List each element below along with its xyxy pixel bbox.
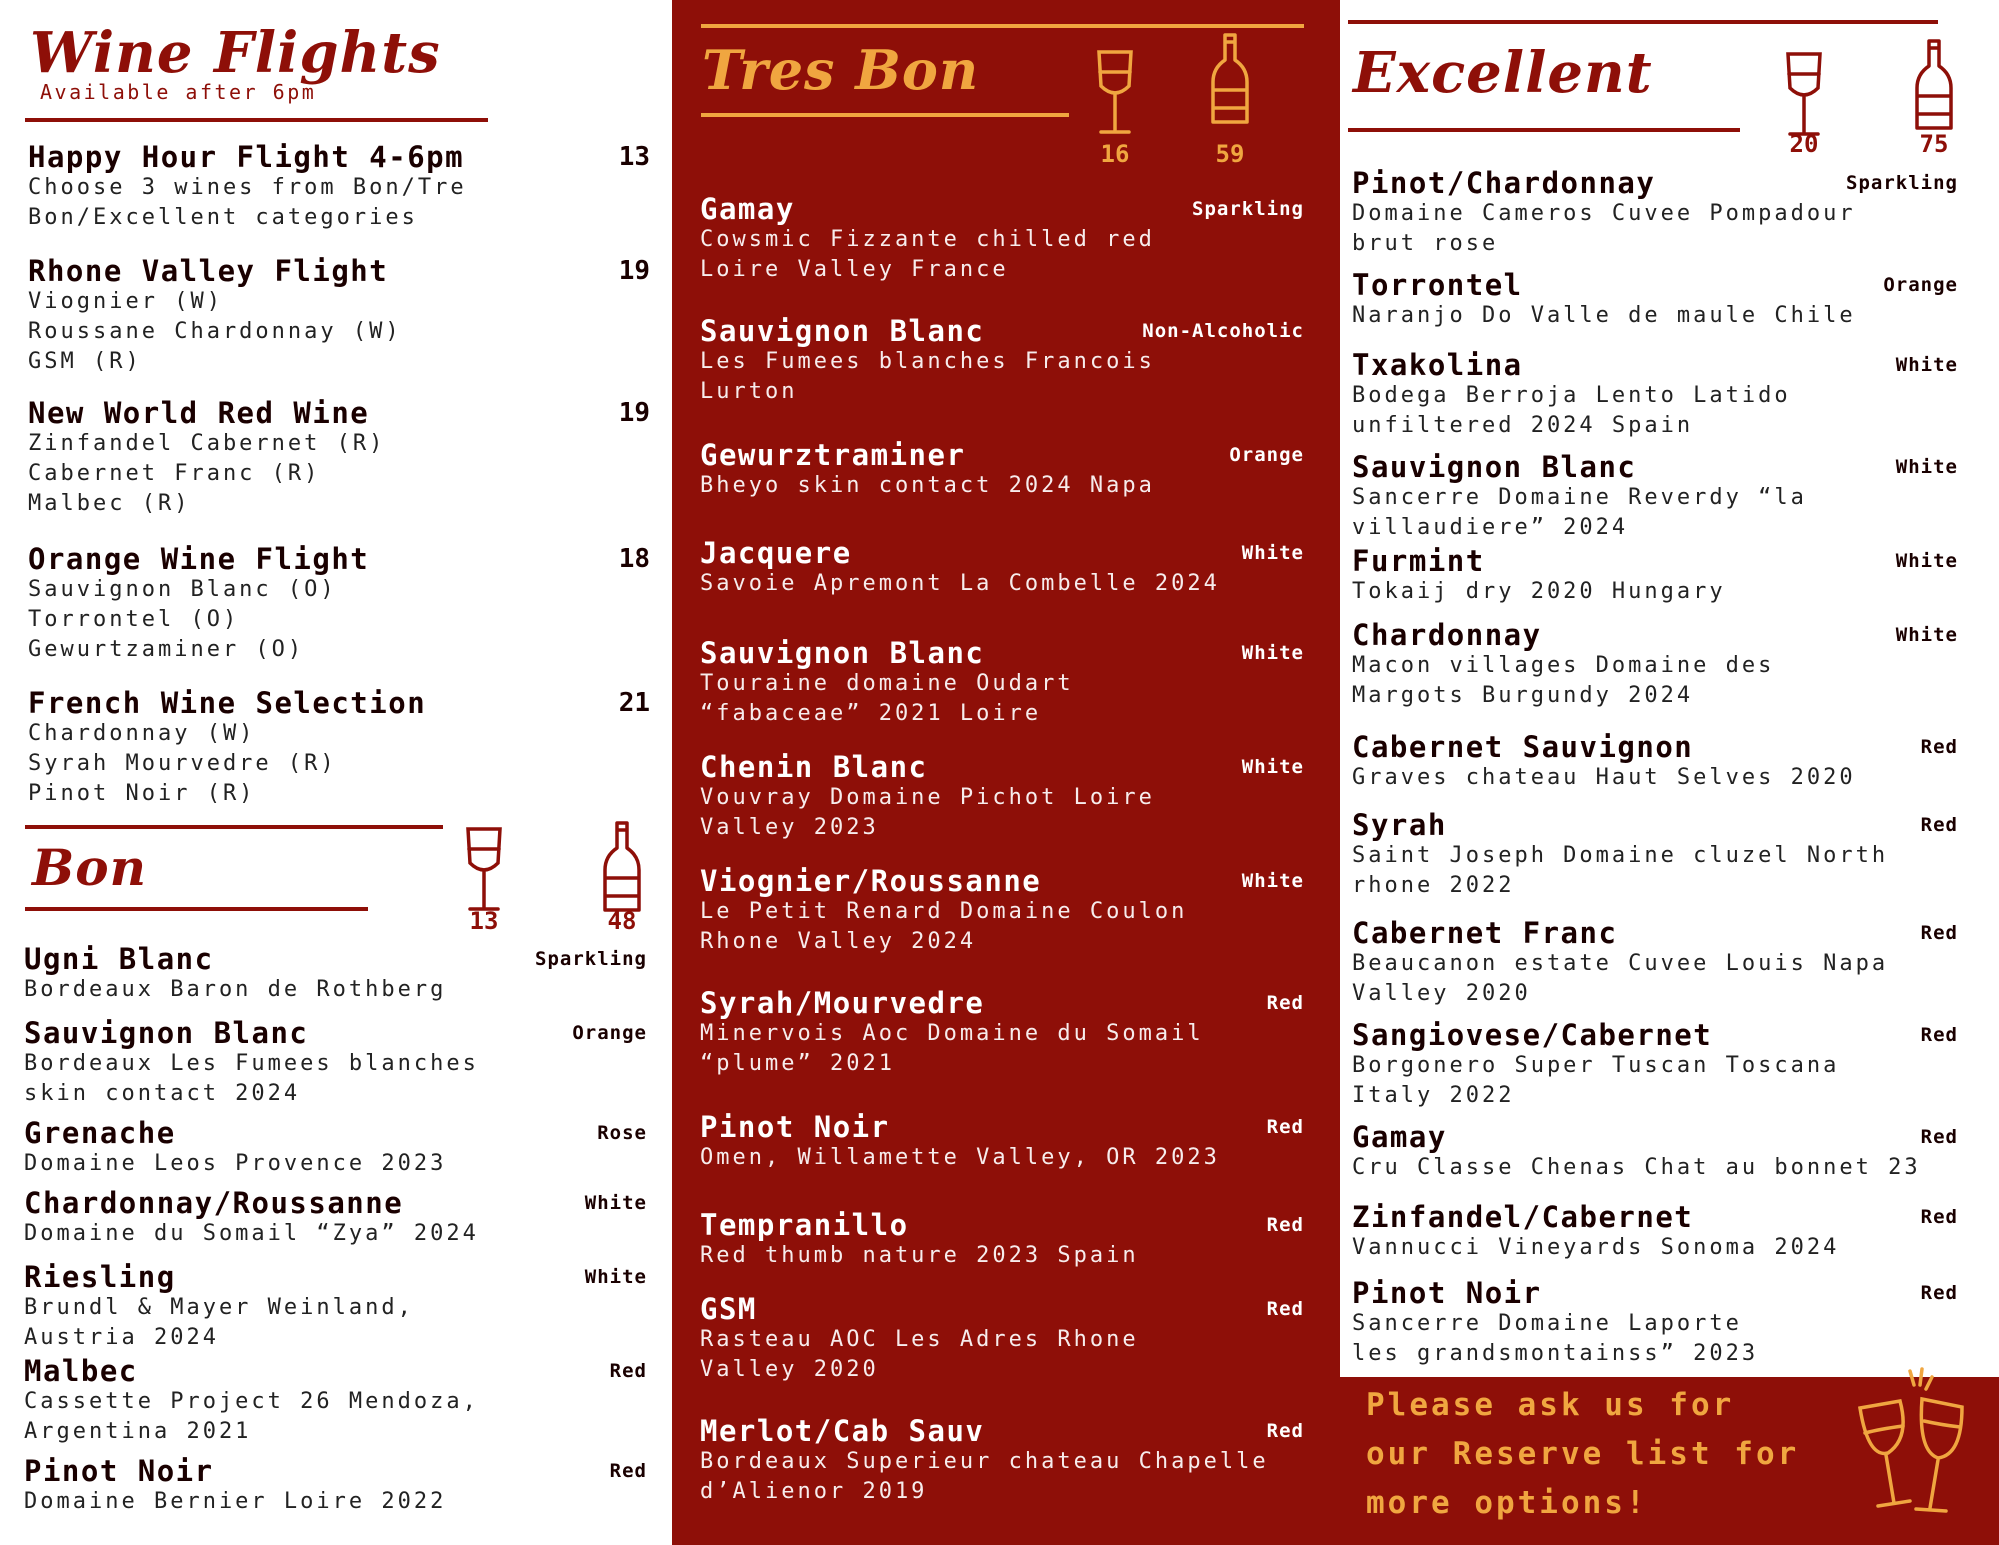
tres-bon-top-divider (701, 24, 1304, 28)
menu-item (700, 194, 1155, 285)
menu-item (700, 1294, 1139, 1385)
menu-item (1352, 270, 1856, 331)
tres-bon-bottom-divider (701, 113, 1069, 117)
bottle-price: 75 (1919, 130, 1949, 158)
menu-item (24, 1118, 446, 1179)
wine-style-tag: Sparkling (1846, 172, 1958, 194)
bottle-price: 48 (607, 907, 637, 935)
bon-top-divider (25, 825, 443, 829)
wine-description: Domaine Cameros Cuvee Pompadour (1352, 201, 1856, 226)
wine-description: Gewurtzaminer (O) (28, 637, 305, 662)
wine-description: Red thumb nature 2023 Spain (700, 1243, 1139, 1268)
right-column (1340, 0, 1999, 1545)
wine-description: Cassette Project 26 Mendoza, (24, 1389, 479, 1414)
glass-icon-wrap (1093, 48, 1137, 142)
wine-description: Bordeaux Les Fumees blanches (24, 1051, 479, 1076)
wine-style-tag: Red (1920, 814, 1958, 836)
wine-description: unfiltered 2024 Spain (1352, 413, 1694, 438)
wine-description: Valley 2020 (700, 1357, 879, 1382)
menu-item (24, 1018, 479, 1109)
wine-description: Naranjo Do Valle de maule Chile (1352, 303, 1856, 328)
glass-price: 16 (1100, 140, 1130, 168)
wine-description: Sancerre Domaine Reverdy “la (1352, 485, 1807, 510)
wine-description: Borgonero Super Tuscan Toscana (1352, 1053, 1840, 1078)
wine-style-tag: Non-Alcoholic (1142, 320, 1304, 342)
wine-name: Cabernet Franc (1352, 916, 1618, 950)
menu-item (700, 316, 1155, 407)
wine-description: Vannucci Vineyards Sonoma 2024 (1352, 1235, 1840, 1260)
wine-description: Pinot Noir (R) (28, 781, 256, 806)
wine-name: Ugni Blanc (24, 942, 214, 976)
wine-description: Cru Classe Chenas Chat au bonnet 23 (1352, 1155, 1921, 1180)
wine-name: Furmint (1352, 544, 1485, 578)
wine-description: Minervois Aoc Domaine du Somail (700, 1021, 1204, 1046)
menu-item (28, 142, 467, 233)
middle-column (672, 0, 1340, 1545)
wine-style-tag: Red (609, 1360, 647, 1382)
menu-item (1352, 918, 1888, 1009)
bottle-price: 59 (1215, 140, 1245, 168)
wine-bottle-icon (600, 820, 644, 916)
wine-description: skin contact 2024 (24, 1081, 301, 1106)
wine-style-tag: Red (1266, 992, 1304, 1014)
wine-description: Rasteau AOC Les Adres Rhone (700, 1327, 1139, 1352)
wine-style-tag: Sparkling (1192, 198, 1304, 220)
flight-price: 21 (618, 688, 650, 718)
menu-item (700, 1416, 1269, 1507)
menu-item (700, 538, 1220, 599)
wine-name: Merlot/Cab Sauv (700, 1414, 985, 1448)
wine-name: Chardonnay (1352, 618, 1542, 652)
bon-bottom-divider (25, 907, 368, 911)
wine-style-tag: Red (1920, 736, 1958, 758)
wine-description: Cowsmic Fizzante chilled red (700, 227, 1155, 252)
wine-description: d’Alienor 2019 (700, 1479, 928, 1504)
wine-name: Malbec (24, 1354, 138, 1388)
wine-description: Omen, Willamette Valley, OR 2023 (700, 1145, 1220, 1170)
wine-style-tag: Orange (572, 1022, 647, 1044)
wine-name: Chardonnay/Roussanne (24, 1186, 404, 1220)
wine-description: Saint Joseph Domaine cluzel North (1352, 843, 1889, 868)
wine-name: Sangiovese/Cabernet (1352, 1018, 1713, 1052)
wine-name: Jacquere (700, 536, 852, 570)
wine-description: Roussane Chardonnay (W) (28, 319, 402, 344)
wine-description: Domaine du Somail “Zya” 2024 (24, 1221, 479, 1246)
wine-name: Tempranillo (700, 1208, 909, 1242)
menu-item (1352, 1020, 1839, 1111)
wine-name: Txakolina (1352, 348, 1523, 382)
wine-style-tag: Red (1266, 1298, 1304, 1320)
flight-price: 18 (618, 544, 650, 574)
wine-description: Domaine Leos Provence 2023 (24, 1151, 447, 1176)
menu-item (28, 688, 426, 809)
wine-description: Bordeaux Baron de Rothberg (24, 977, 447, 1002)
wine-name: Pinot/Chardonnay (1352, 166, 1656, 200)
bottle-icon-wrap (1912, 38, 1956, 138)
wine-description: villaudiere” 2024 (1352, 515, 1629, 540)
wine-description: Vouvray Domaine Pichot Loire (700, 785, 1155, 810)
wine-style-tag: Orange (1883, 274, 1958, 296)
wine-style-tag: Red (1920, 1282, 1958, 1304)
wine-style-tag: White (1895, 550, 1958, 572)
excellent-bottom-divider (1348, 128, 1740, 132)
menu-item (700, 440, 1155, 501)
wine-name: Riesling (24, 1260, 176, 1294)
wine-style-tag: Red (1920, 1126, 1958, 1148)
wine-description: Malbec (R) (28, 491, 191, 516)
wine-name: Zinfandel/Cabernet (1352, 1200, 1694, 1234)
wine-description: Bodega Berroja Lento Latido (1352, 383, 1791, 408)
menu-item (24, 944, 446, 1005)
menu-item (1352, 452, 1807, 543)
wine-name: Syrah (1352, 808, 1447, 842)
wine-style-tag: Red (1920, 1206, 1958, 1228)
wine-name: Orange Wine Flight (28, 542, 370, 576)
excellent-top-divider (1348, 20, 1938, 24)
wine-description: Macon villages Domaine des (1352, 653, 1775, 678)
flights-title: Wine Flights (30, 20, 441, 86)
wine-style-tag: White (584, 1192, 647, 1214)
wine-style-tag: Rose (597, 1122, 647, 1144)
reserve-line: our Reserve list for (1366, 1436, 1800, 1472)
wine-name: Pinot Noir (24, 1454, 214, 1488)
cheers-glasses-icon (1830, 1363, 1990, 1539)
glass-price: 13 (469, 907, 499, 935)
menu-item (24, 1456, 446, 1517)
menu-item (700, 988, 1204, 1079)
wine-style-tag: White (1241, 870, 1304, 892)
wine-name: Viognier/Roussanne (700, 864, 1042, 898)
wine-description: Le Petit Renard Domaine Coulon (700, 899, 1188, 924)
menu-item (24, 1188, 479, 1249)
wine-description: Argentina 2021 (24, 1419, 252, 1444)
menu-item (700, 1112, 1220, 1173)
menu-item (700, 638, 1074, 729)
left-column (0, 0, 672, 1545)
menu-item (1352, 350, 1791, 441)
wine-name: GSM (700, 1292, 757, 1326)
tres-bon-title: Tres Bon (702, 38, 980, 102)
wine-description: Syrah Mourvedre (R) (28, 751, 337, 776)
excellent-title: Excellent (1353, 40, 1653, 106)
wine-name: Syrah/Mourvedre (700, 986, 985, 1020)
wine-glass-icon (1782, 50, 1826, 140)
menu-item (24, 1262, 414, 1353)
wine-name: Sauvignon Blanc (1352, 450, 1637, 484)
flights-subtitle: Available after 6pm (40, 80, 317, 104)
wine-name: Happy Hour Flight 4-6pm (28, 140, 465, 174)
wine-name: Gewurztraminer (700, 438, 966, 472)
wine-description: Bordeaux Superieur chateau Chapelle (700, 1449, 1269, 1474)
menu-item (1352, 810, 1888, 901)
wine-description: Austria 2024 (24, 1325, 219, 1350)
wine-description: GSM (R) (28, 349, 142, 374)
menu-item (700, 1210, 1139, 1271)
wine-style-tag: White (1895, 456, 1958, 478)
wine-name: Rhone Valley Flight (28, 254, 389, 288)
wine-style-tag: White (1895, 354, 1958, 376)
menu-item (1352, 1278, 1758, 1369)
wine-description: Sauvignon Blanc (O) (28, 577, 337, 602)
wine-style-tag: Red (1266, 1116, 1304, 1138)
wine-name: Gamay (1352, 1120, 1447, 1154)
wine-style-tag: Red (1266, 1420, 1304, 1442)
menu-item (700, 866, 1187, 957)
wine-description: Viognier (W) (28, 289, 223, 314)
wine-style-tag: Red (1920, 922, 1958, 944)
reserve-banner (1340, 1377, 1999, 1545)
wine-style-tag: White (1241, 642, 1304, 664)
menu-item (24, 1356, 479, 1447)
wine-description: Domaine Bernier Loire 2022 (24, 1489, 447, 1514)
wine-style-tag: Red (1266, 1214, 1304, 1236)
wine-description: Cabernet Franc (R) (28, 461, 321, 486)
wine-description: Lurton (700, 379, 798, 404)
reserve-line: Please ask us for (1366, 1387, 1735, 1423)
wine-description: “fabaceae” 2021 Loire (700, 701, 1042, 726)
flight-price: 13 (618, 142, 650, 172)
wine-description: Brundl & Mayer Weinland, (24, 1295, 414, 1320)
menu-item (700, 752, 1155, 843)
wine-name: Pinot Noir (1352, 1276, 1542, 1310)
wine-description: Bheyo skin contact 2024 Napa (700, 473, 1155, 498)
bottle-icon-wrap (600, 820, 644, 920)
wine-style-tag: Red (609, 1460, 647, 1482)
wine-name: Sauvignon Blanc (700, 636, 985, 670)
menu-item (28, 544, 369, 665)
bon-title: Bon (32, 838, 147, 897)
wine-name: Gamay (700, 192, 795, 226)
wine-description: Choose 3 wines from Bon/Tre (28, 175, 467, 200)
wine-bottle-icon (1208, 32, 1252, 128)
wine-bottle-icon (1912, 38, 1956, 134)
wine-description: Loire Valley France (700, 257, 1009, 282)
wine-glass-icon (462, 825, 506, 915)
glass-icon-wrap (462, 825, 506, 919)
glass-price: 20 (1789, 130, 1819, 158)
wine-description: Zinfandel Cabernet (R) (28, 431, 386, 456)
wine-description: Italy 2022 (1352, 1083, 1515, 1108)
wine-description: Rhone Valley 2024 (700, 929, 977, 954)
wine-name: Grenache (24, 1116, 176, 1150)
wine-description: “plume” 2021 (700, 1051, 895, 1076)
wine-name: Sauvignon Blanc (24, 1016, 309, 1050)
wine-description: Valley 2023 (700, 815, 879, 840)
menu-item (1352, 546, 1726, 607)
wine-description: rhone 2022 (1352, 873, 1515, 898)
reserve-line: more options! (1366, 1485, 1648, 1521)
flight-price: 19 (618, 256, 650, 286)
wine-style-tag: Orange (1229, 444, 1304, 466)
wine-description: brut rose (1352, 231, 1499, 256)
wine-description: Tokaij dry 2020 Hungary (1352, 579, 1726, 604)
wine-style-tag: White (1241, 542, 1304, 564)
wine-glass-icon (1093, 48, 1137, 138)
wine-style-tag: Sparkling (535, 948, 647, 970)
menu-item (1352, 168, 1856, 259)
menu-item (28, 256, 402, 377)
wine-name: New World Red Wine (28, 396, 370, 430)
wine-name: Chenin Blanc (700, 750, 928, 784)
menu-item (28, 398, 385, 519)
menu-item (1352, 620, 1774, 711)
wine-name: Sauvignon Blanc (700, 314, 985, 348)
wine-description: Beaucanon estate Cuvee Louis Napa (1352, 951, 1889, 976)
wine-name: Pinot Noir (700, 1110, 890, 1144)
wine-name: French Wine Selection (28, 686, 427, 720)
wine-description: Touraine domaine Oudart (700, 671, 1074, 696)
flight-price: 19 (618, 398, 650, 428)
wine-style-tag: White (584, 1266, 647, 1288)
menu-item (1352, 732, 1856, 793)
menu-item (1352, 1122, 1921, 1183)
wine-description: Margots Burgundy 2024 (1352, 683, 1694, 708)
flights-divider (25, 118, 488, 122)
wine-description: Sancerre Domaine Laporte (1352, 1311, 1742, 1336)
menu-item (1352, 1202, 1839, 1263)
wine-description: Graves chateau Haut Selves 2020 (1352, 765, 1856, 790)
wine-description: les grandsmontainss” 2023 (1352, 1341, 1759, 1366)
bottle-icon-wrap (1208, 32, 1252, 132)
wine-description: Torrontel (O) (28, 607, 240, 632)
wine-name: Torrontel (1352, 268, 1523, 302)
wine-style-tag: White (1241, 756, 1304, 778)
wine-name: Cabernet Sauvignon (1352, 730, 1694, 764)
wine-description: Les Fumees blanches Francois (700, 349, 1155, 374)
wine-description: Savoie Apremont La Combelle 2024 (700, 571, 1220, 596)
wine-description: Valley 2020 (1352, 981, 1531, 1006)
wine-description: Bon/Excellent categories (28, 205, 418, 230)
wine-style-tag: Red (1920, 1024, 1958, 1046)
wine-style-tag: White (1895, 624, 1958, 646)
wine-description: Chardonnay (W) (28, 721, 256, 746)
